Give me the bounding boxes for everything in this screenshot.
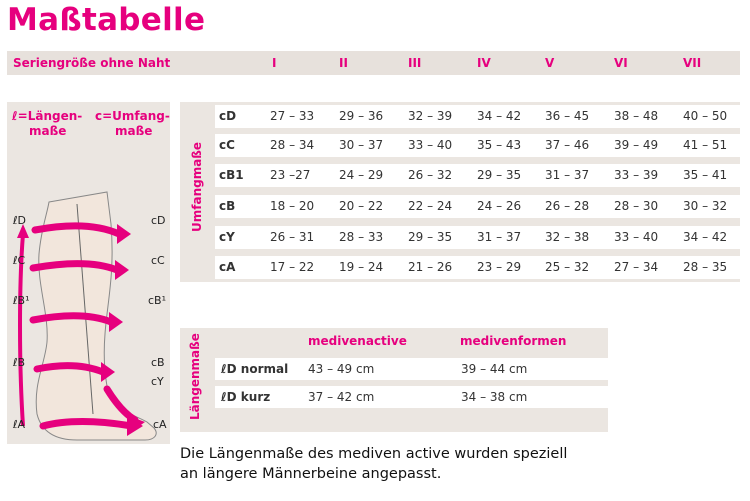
table-cell: 17 – 22 — [270, 260, 315, 274]
table-cell: 36 – 45 — [545, 109, 590, 123]
table-cell: 34 – 42 — [683, 230, 728, 244]
table-cell: 20 – 22 — [339, 199, 384, 213]
table-cell: 23 –27 — [270, 168, 311, 182]
table-cell: 31 – 37 — [545, 168, 590, 182]
table-cell: 33 – 40 — [408, 138, 453, 152]
col-header-mediven-for-men: medivenformen — [460, 334, 567, 348]
table-cell: 37 – 46 — [545, 138, 590, 152]
size-header-label: Seriengröße ohne Naht — [13, 56, 171, 70]
leg-label-cB1: cB¹ — [148, 294, 167, 307]
legend-umfangmasse — [95, 109, 170, 139]
table-cell: 23 – 29 — [477, 260, 522, 274]
row-label: cB — [219, 199, 236, 213]
table-cell: 21 – 26 — [408, 260, 453, 274]
table-row — [215, 164, 740, 187]
size-header-3: III — [408, 56, 422, 70]
col-header-mediven-active: medivenactive — [308, 334, 407, 348]
leg-label-lD: ℓD — [13, 214, 27, 227]
table-cell: 31 – 37 — [477, 230, 522, 244]
leg-illustration-panel — [7, 102, 170, 444]
table-cell: 34 – 42 — [477, 109, 522, 123]
leg-measurement-illustration — [7, 164, 170, 444]
leg-label-cA: cA — [153, 418, 167, 431]
table-cell: 37 – 42 cm — [308, 390, 375, 404]
table-row — [215, 195, 740, 218]
table-row — [215, 386, 608, 408]
table-cell: 28 – 34 — [270, 138, 315, 152]
table-cell: 38 – 48 — [614, 109, 659, 123]
table-cell: 32 – 39 — [408, 109, 453, 123]
legend-umfang-line2: maße — [115, 124, 153, 138]
table-cell: 24 – 26 — [477, 199, 522, 213]
row-label: cC — [219, 138, 235, 152]
row-label: cD — [219, 109, 237, 123]
table-row — [215, 105, 740, 128]
table-cell: 30 – 37 — [339, 138, 384, 152]
table-cell: 19 – 24 — [339, 260, 384, 274]
footnote-line1: Die Längenmaße des mediven active wurden speziell — [180, 446, 568, 462]
size-header-2: II — [339, 56, 348, 70]
umfang-table-band — [180, 102, 740, 282]
table-cell: 28 – 30 — [614, 199, 659, 213]
table-cell: 43 – 49 cm — [308, 362, 375, 376]
leg-label-lC: ℓC — [13, 254, 26, 267]
table-cell: 28 – 33 — [339, 230, 384, 244]
footnote-line2: an längere Männerbeine angepasst. — [180, 466, 442, 482]
row-label: cY — [219, 230, 235, 244]
table-cell: 29 – 35 — [477, 168, 522, 182]
table-cell: 29 – 36 — [339, 109, 384, 123]
size-header-4: IV — [477, 56, 491, 70]
row-label: ℓD kurz — [221, 390, 271, 404]
leg-label-cC: cC — [151, 254, 165, 267]
table-cell: 22 – 24 — [408, 199, 453, 213]
size-header-bar — [7, 51, 740, 75]
table-cell: 33 – 39 — [614, 168, 659, 182]
legend-laengen-line2: maße — [29, 124, 67, 138]
table-row — [215, 134, 740, 157]
table-cell: 26 – 28 — [545, 199, 590, 213]
table-cell: 34 – 38 cm — [461, 390, 528, 404]
size-header-7: VII — [683, 56, 702, 70]
table-cell: 41 – 51 — [683, 138, 728, 152]
leg-label-cD: cD — [151, 214, 166, 227]
table-cell: 33 – 40 — [614, 230, 659, 244]
leg-label-lB1: ℓB¹ — [13, 294, 30, 307]
row-label: ℓD normal — [221, 362, 289, 376]
table-cell: 30 – 32 — [683, 199, 728, 213]
table-cell: 24 – 29 — [339, 168, 384, 182]
table-cell: 26 – 31 — [270, 230, 315, 244]
table-cell: 39 – 49 — [614, 138, 659, 152]
umfang-vertical-label: Umfangmaße — [190, 141, 204, 232]
leg-label-lB: ℓB — [13, 356, 26, 369]
table-cell: 18 – 20 — [270, 199, 315, 213]
table-cell: 32 – 38 — [545, 230, 590, 244]
legend-laengenmasse — [12, 109, 82, 139]
size-header-1: I — [272, 56, 277, 70]
table-cell: 25 – 32 — [545, 260, 590, 274]
table-cell: 39 – 44 cm — [461, 362, 528, 376]
table-row — [215, 256, 740, 279]
table-cell: 27 – 34 — [614, 260, 659, 274]
page-title: Maßtabelle — [7, 2, 206, 38]
table-row — [215, 358, 608, 380]
legend-laengen-line1: ℓ=Längen- — [12, 109, 83, 123]
leg-label-lA: ℓA — [13, 418, 26, 431]
footnote — [180, 444, 740, 484]
table-cell: 40 – 50 — [683, 109, 728, 123]
leg-label-cY: cY — [151, 375, 164, 388]
leg-label-cB: cB — [151, 356, 165, 369]
row-label: cA — [219, 260, 236, 274]
table-cell: 28 – 35 — [683, 260, 728, 274]
table-cell: 35 – 43 — [477, 138, 522, 152]
table-cell: 29 – 35 — [408, 230, 453, 244]
table-row — [215, 226, 740, 249]
table-cell: 35 – 41 — [683, 168, 728, 182]
table-cell: 26 – 32 — [408, 168, 453, 182]
size-header-6: VI — [614, 56, 628, 70]
row-label: cB1 — [219, 168, 244, 182]
laengen-vertical-label: Längenmaße — [188, 333, 202, 420]
table-cell: 27 – 33 — [270, 109, 315, 123]
legend-umfang-line1: c=Umfang- — [95, 109, 170, 123]
size-header-5: V — [545, 56, 555, 70]
